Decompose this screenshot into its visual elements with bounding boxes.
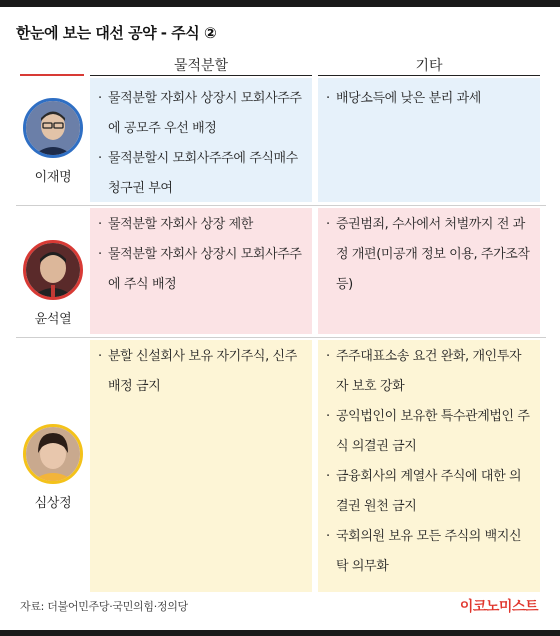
row-divider [16, 205, 546, 206]
column-header-other: 기타 [415, 58, 443, 74]
row3-spinoff-cell [90, 340, 312, 592]
list-item: · 물적분할 자회사 상장 제한 [98, 210, 304, 240]
header-rule-col1 [90, 75, 312, 76]
column-header-spinoff: 물적분할 [173, 58, 229, 74]
candidate-photo [23, 98, 83, 158]
list-item: · 분할 신설회사 보유 자기주식, 신주 배정 금지 [98, 342, 304, 402]
bottom-bar [0, 630, 560, 636]
row2-other-cell [318, 208, 540, 334]
list-item: · 증권범죄, 수사에서 처벌까지 전 과정 개편(미공개 정보 이용, 주가조작 등) [326, 210, 532, 300]
candidate-sim [16, 424, 90, 511]
top-bar [0, 0, 560, 7]
row2-spinoff-cell [90, 208, 312, 334]
list-item: · 주주대표소송 요건 완화, 개인투자자 보호 강화 [326, 342, 532, 402]
row-divider [16, 337, 546, 338]
row1-spinoff-cell [90, 78, 312, 202]
list-item: · 공익법인이 보유한 특수관계법인 주식 의결권 금지 [326, 402, 532, 462]
list-item: · 물적분할시 모회사주주에 주식매수청구권 부여 [98, 144, 304, 204]
list-item: · 금융회사의 계열사 주식에 대한 의결권 원천 금지 [326, 462, 532, 522]
page-title: 한눈에 보는 대선 공약 - 주식 ② [16, 24, 217, 42]
list-item: · 물적분할 자회사 상장시 모회사주주에 주식 배정 [98, 240, 304, 300]
header-rule-col2 [318, 75, 540, 76]
candidate-photo [23, 240, 83, 300]
list-item: · 배당소득에 낮은 분리 과세 [326, 84, 532, 114]
source-note: 자료: 더불어민주당·국민의힘·정의당 [20, 600, 188, 613]
list-item: · 국회의원 보유 모든 주식의 백지신탁 의무화 [326, 522, 532, 582]
row1-other-cell [318, 78, 540, 202]
list-item: · 물적분할 자회사 상장시 모회사주주에 공모주 우선 배정 [98, 84, 304, 144]
candidate-name: 심상정 [34, 496, 72, 511]
candidate-name: 이재명 [34, 170, 72, 185]
brand-logo: 이코노미스트 [459, 599, 538, 615]
header-accent-rule [20, 74, 84, 76]
candidate-photo [23, 424, 83, 484]
row3-other-cell [318, 340, 540, 592]
candidate-name: 윤석열 [34, 312, 72, 327]
candidate-lee [16, 98, 90, 185]
candidate-yoon [16, 240, 90, 327]
